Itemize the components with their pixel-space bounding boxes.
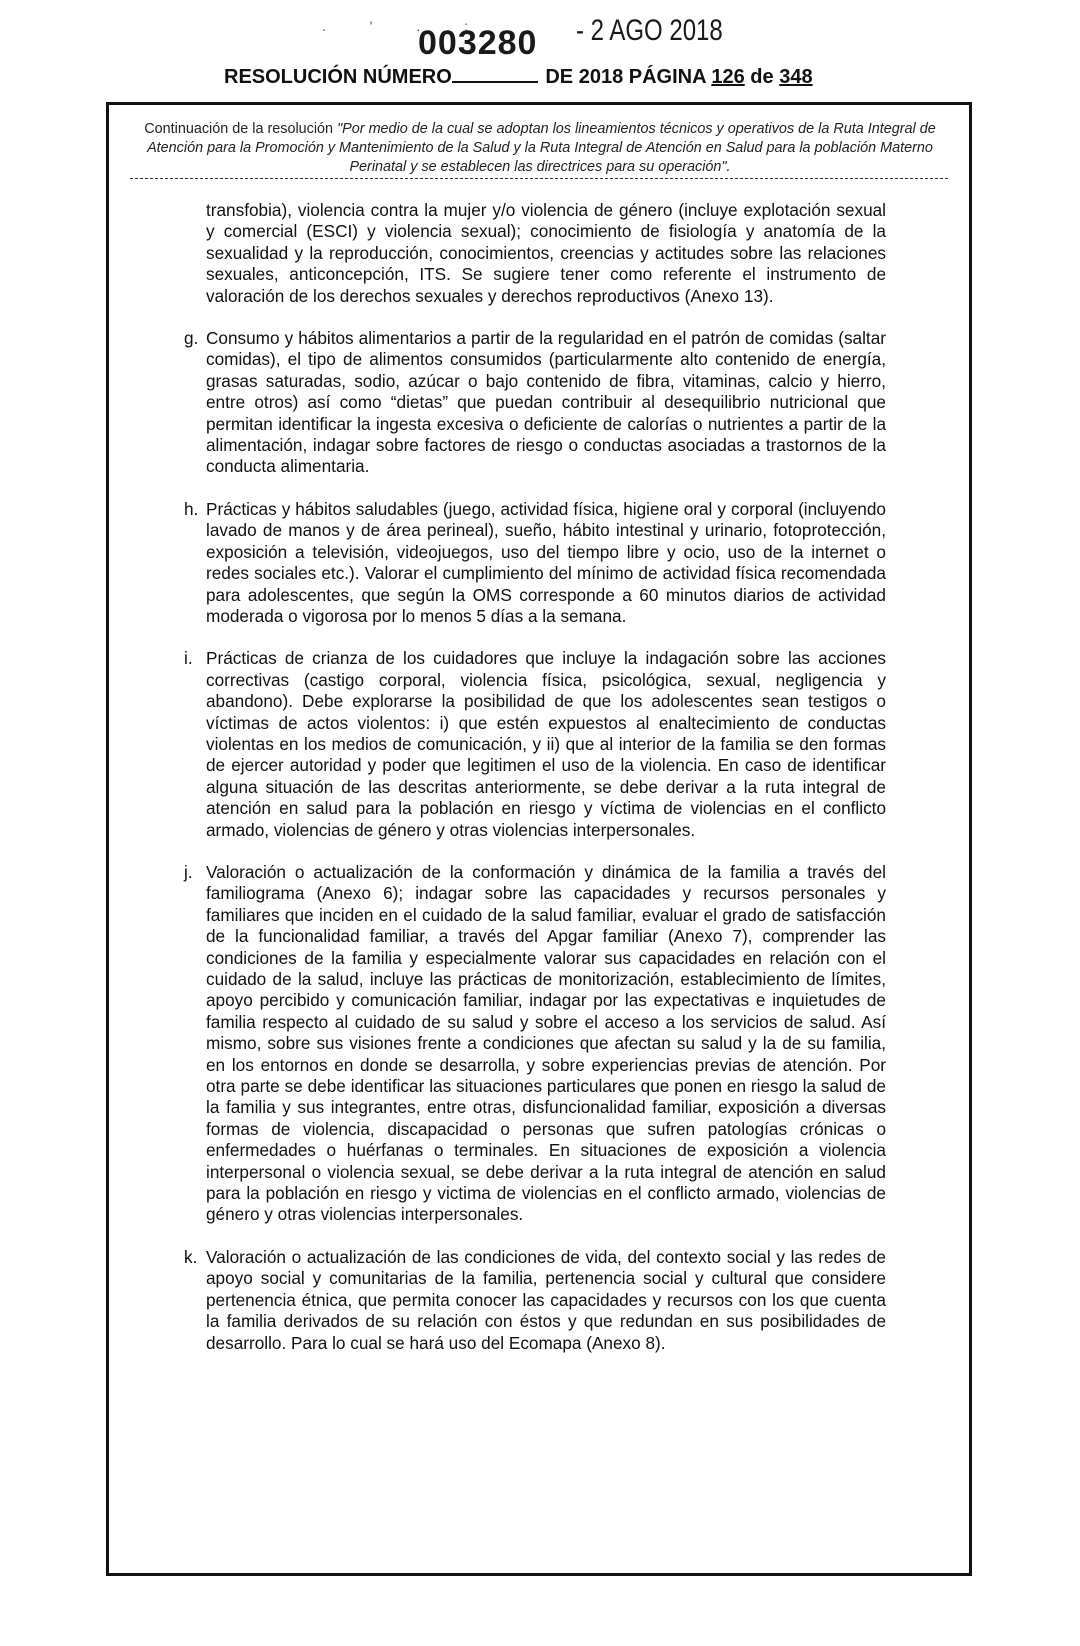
header-prefix: RESOLUCIÓN NÚMERO: [224, 66, 452, 88]
list-item-label: h.: [184, 498, 199, 519]
resolution-stamp: [0, 4, 1080, 64]
resolution-header: [224, 66, 813, 89]
continuation-lead: Continuación de la resolución: [144, 121, 338, 137]
list-item-text: Prácticas y hábitos saludables (juego, actividad física, higiene oral y corporal (incluyendo lavado de manos y de área perineal), sueño, hábito intestinal y urinario, fotoprotección, exposición a televisión, videojuegos, uso del tiempo libre y ocio, uso de la internet o redes sociales etc.). Valorar el cumplimiento del mínimo de actividad física recomendada para adolescentes, que según la OMS corresponde a 60 minutos diarios de actividad moderada o vigorosa por lo menos 5 días a la semana.: [206, 498, 886, 626]
list-item-text: Valoración o actualización de la conformación y dinámica de la familia a través del familiograma (Anexo 6); indagar sobre las capacidades y recursos personales y familiares que inciden en el cuidado de la salud familiar, evaluar el grado de satisfacción de la funcionalidad familiar, a través del Apgar familiar (Anexo 7), comprender las condiciones de la familia y especialmente valorar sus capacidades en relación con el cuidado de la salud, incluye las prácticas de monitorización, establecimiento de límites, apoyo percibido y comunicación familiar, indagar por las expectativas e inquietudes de familia respecto al cuidado de su salud y sobre el acceso a los servicios de salud. Así mismo, sobre sus visiones frente a condiciones que afectan su salud y la de su familia, en los entornos en donde se desarrolla, y sobre experiencias previas de atención. Por otra parte se debe identificar las situaciones particulares que ponen en riesgo la salud de la familia y sus integrantes, entre otras, disfuncionalidad familiar, exposición a diversas formas de violencia, discapacidad o personas que sufren patologías crónicas o enfermedades o huérfanas o terminales. En situaciones de exposición a violencia interpersonal o violencia sexual, se debe derivar a la ruta integral de atención en salud para la población en riesgo y victima de violencias en el conflicto armado, violencias de género y otras violencias interpersonales.: [206, 861, 886, 1225]
header-middle: DE 2018 PÁGINA: [545, 66, 706, 88]
number-blank-line: [452, 67, 538, 83]
stamp-marks: . ' . :: [322, 18, 489, 34]
stamp-number: 003280: [418, 24, 538, 62]
document-body: [184, 200, 886, 1375]
list-item-j: [184, 861, 886, 1226]
list-item-g: [184, 328, 886, 478]
dashed-separator: [130, 178, 948, 179]
list-item-text: Valoración o actualización de las condiciones de vida, del contexto social y las redes de apoyo social y comunitarias de la familia, pertenencia social y cultural que considere pertenencia étnica, que permita conocer las capacidades y recursos con los que cuenta la familia derivados de su relación con éstos y que redundan en sus posibilidades de desarrollo. Para lo cual se hará uso del Ecomapa (Anexo 8).: [206, 1246, 886, 1353]
list-item-label: i.: [184, 648, 193, 669]
page-number: 126: [711, 66, 745, 88]
stamp-date: - 2 AGO 2018: [576, 14, 723, 47]
list-item-label: j.: [184, 861, 193, 882]
list-item-k: [184, 1246, 886, 1354]
list-item-label: g.: [184, 328, 199, 349]
list-item-text: Prácticas de crianza de los cuidadores que incluye la indagación sobre las acciones correctivas (castigo corporal, violencia física, psicológica, sexual, negligencia y abandono). Debe explorarse la posibilidad de que los adolescentes sean testigos o víctimas de actos violentos: i) que estén expuestos al enaltecimiento de conductas violentas en los medios de comunicación, y ii) que al interior de la familia se den formas de ejercer autoridad y poder que legitimen el uso de la violencia. En caso de identificar alguna situación de las descritas anteriormente, se debe derivar a la ruta integral de atención en salud para la población en riesgo y víctima de violencias en el conflicto armado, violencias de género y otras violencias interpersonales.: [206, 648, 886, 840]
list-item-i: [184, 648, 886, 841]
page-total: 348: [779, 66, 813, 88]
list-item-label: k.: [184, 1246, 198, 1267]
continuation-title: "Por medio de la cual se adoptan los lineamientos técnicos y operativos de la Ruta Integral de Atención para la Promoción y Mantenimiento de la Salud y la Ruta Integral de Atención en Salud para la población Materno Perinatal y se establecen las directrices para su operación".: [147, 121, 936, 175]
header-of: de: [750, 66, 774, 88]
continuation-note: [130, 120, 950, 177]
intro-paragraph: transfobia), violencia contra la mujer y/o violencia de género (incluye explotación sexual y comercial (ESCI) y violencia sexual); conocimiento de fisiología y anatomía de la sexualidad y la reproducción, conocimientos, creencias y actitudes sobre las relaciones sexuales, anticoncepción, ITS. Se sugiere tener como referente el instrumento de valoración de los derechos sexuales y derechos reproductivos (Anexo 13).: [206, 200, 886, 306]
list-item-text: Consumo y hábitos alimentarios a partir de la regularidad en el patrón de comidas (saltar comidas), el tipo de alimentos consumidos (particularmente alto contenido de energía, grasas saturadas, sodio, azúcar o bajo contenido de fibra, vitaminas, calcio y hierro, entre otros) así como “dietas” que puedan contribuir al desequilibrio nutricional que permitan identificar la ingesta excesiva o deficiente de calorías o nutrientes a partir de la alimentación, indagar sobre factores de riesgo o conductas asociadas a trastornos de la conducta alimentaria.: [206, 328, 886, 477]
list-item-h: [184, 498, 886, 627]
